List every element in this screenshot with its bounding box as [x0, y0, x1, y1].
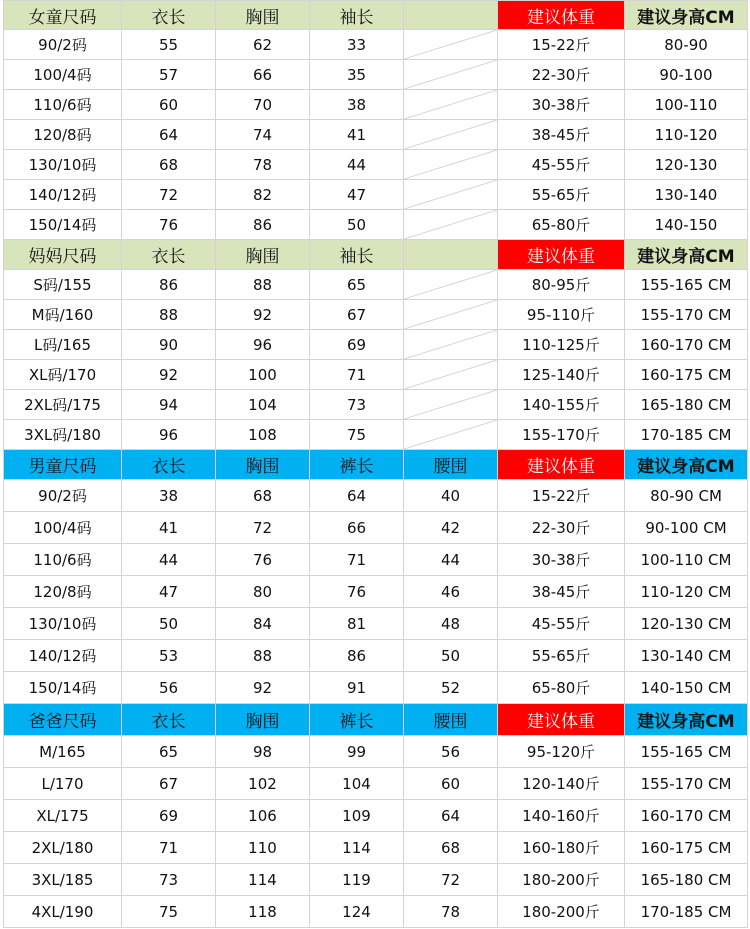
- table-row: [4, 800, 748, 832]
- table-row: [4, 30, 748, 60]
- weight-cell: 45-55斤: [498, 608, 625, 640]
- table-row: [4, 420, 748, 450]
- height-cell: 140-150 CM: [625, 672, 748, 704]
- header-row: [4, 240, 748, 270]
- col4-cell: 47: [310, 180, 404, 210]
- header-chest: 胸围: [216, 240, 310, 270]
- weight-cell: 95-110斤: [498, 300, 625, 330]
- col5-cell: 50: [404, 640, 498, 672]
- col4-cell: 114: [310, 832, 404, 864]
- size-cell: 110/6码: [4, 90, 122, 120]
- col5-cell: 44: [404, 544, 498, 576]
- weight-cell: 125-140斤: [498, 360, 625, 390]
- size-cell: 150/14码: [4, 672, 122, 704]
- height-cell: 120-130 CM: [625, 608, 748, 640]
- diagonal-slash: [404, 300, 497, 329]
- size-cell: 130/10码: [4, 150, 122, 180]
- length-cell: 64: [122, 120, 216, 150]
- col4-cell: 38: [310, 90, 404, 120]
- col5-cell: [404, 60, 498, 90]
- weight-cell: 140-160斤: [498, 800, 625, 832]
- size-cell: XL/175: [4, 800, 122, 832]
- table-row: [4, 210, 748, 240]
- section-mom: [4, 240, 748, 270]
- header-height: 建议身高CM: [625, 1, 748, 30]
- size-table: [3, 0, 748, 928]
- col5-cell: [404, 390, 498, 420]
- height-cell: 120-130: [625, 150, 748, 180]
- diagonal-slash: [404, 30, 497, 59]
- height-cell: 170-185 CM: [625, 896, 748, 928]
- size-cell: 150/14码: [4, 210, 122, 240]
- weight-cell: 155-170斤: [498, 420, 625, 450]
- header-row: [4, 450, 748, 480]
- col5-cell: 52: [404, 672, 498, 704]
- chest-cell: 84: [216, 608, 310, 640]
- size-cell: 2XL码/175: [4, 390, 122, 420]
- length-cell: 92: [122, 360, 216, 390]
- col5-cell: [404, 330, 498, 360]
- col4-cell: 41: [310, 120, 404, 150]
- diagonal-slash: [404, 210, 497, 239]
- chest-cell: 66: [216, 60, 310, 90]
- col5-cell: 68: [404, 832, 498, 864]
- chest-cell: 110: [216, 832, 310, 864]
- height-cell: 155-170 CM: [625, 300, 748, 330]
- height-cell: 160-175 CM: [625, 360, 748, 390]
- size-cell: 140/12码: [4, 640, 122, 672]
- length-cell: 96: [122, 420, 216, 450]
- weight-cell: 110-125斤: [498, 330, 625, 360]
- chest-cell: 62: [216, 30, 310, 60]
- height-cell: 155-170 CM: [625, 768, 748, 800]
- diagonal-slash: [404, 330, 497, 359]
- header-sleeve: 袖长: [310, 1, 404, 30]
- header-empty: [404, 240, 498, 270]
- col5-cell: [404, 210, 498, 240]
- col5-cell: [404, 420, 498, 450]
- table-row: [4, 60, 748, 90]
- table-row: [4, 90, 748, 120]
- size-cell: 3XL码/180: [4, 420, 122, 450]
- length-cell: 53: [122, 640, 216, 672]
- header-waist: 腰围: [404, 450, 498, 480]
- col4-cell: 33: [310, 30, 404, 60]
- col4-cell: 104: [310, 768, 404, 800]
- height-cell: 110-120 CM: [625, 576, 748, 608]
- height-cell: 160-175 CM: [625, 832, 748, 864]
- weight-cell: 38-45斤: [498, 576, 625, 608]
- length-cell: 68: [122, 150, 216, 180]
- header-weight: 建议体重: [498, 450, 625, 480]
- height-cell: 90-100 CM: [625, 512, 748, 544]
- diagonal-slash: [404, 180, 497, 209]
- length-cell: 73: [122, 864, 216, 896]
- header-row: [4, 704, 748, 736]
- table-row: [4, 330, 748, 360]
- col4-cell: 76: [310, 576, 404, 608]
- section-dad-rows: [4, 736, 748, 928]
- col5-cell: 40: [404, 480, 498, 512]
- weight-cell: 55-65斤: [498, 640, 625, 672]
- col5-cell: [404, 270, 498, 300]
- col4-cell: 81: [310, 608, 404, 640]
- table-row: [4, 544, 748, 576]
- height-cell: 100-110: [625, 90, 748, 120]
- col5-cell: 60: [404, 768, 498, 800]
- header-pants: 裤长: [310, 450, 404, 480]
- table-row: [4, 608, 748, 640]
- chest-cell: 70: [216, 90, 310, 120]
- section-girls: [4, 1, 748, 30]
- chest-cell: 92: [216, 672, 310, 704]
- length-cell: 38: [122, 480, 216, 512]
- length-cell: 86: [122, 270, 216, 300]
- height-cell: 155-165 CM: [625, 736, 748, 768]
- col4-cell: 71: [310, 544, 404, 576]
- length-cell: 75: [122, 896, 216, 928]
- col4-cell: 75: [310, 420, 404, 450]
- height-cell: 100-110 CM: [625, 544, 748, 576]
- table-row: [4, 864, 748, 896]
- weight-cell: 140-155斤: [498, 390, 625, 420]
- table-row: [4, 512, 748, 544]
- size-cell: 110/6码: [4, 544, 122, 576]
- size-cell: 100/4码: [4, 60, 122, 90]
- size-cell: 120/8码: [4, 120, 122, 150]
- chest-cell: 100: [216, 360, 310, 390]
- header-height: 建议身高CM: [625, 240, 748, 270]
- size-cell: 90/2码: [4, 30, 122, 60]
- header-length: 衣长: [122, 704, 216, 736]
- col5-cell: 48: [404, 608, 498, 640]
- table-row: [4, 120, 748, 150]
- diagonal-slash: [404, 360, 497, 389]
- col4-cell: 44: [310, 150, 404, 180]
- section-boys-rows: [4, 480, 748, 704]
- col5-cell: [404, 30, 498, 60]
- weight-cell: 22-30斤: [498, 60, 625, 90]
- length-cell: 76: [122, 210, 216, 240]
- weight-cell: 80-95斤: [498, 270, 625, 300]
- table-row: [4, 300, 748, 330]
- col4-cell: 73: [310, 390, 404, 420]
- size-cell: 3XL/185: [4, 864, 122, 896]
- chest-cell: 118: [216, 896, 310, 928]
- height-cell: 140-150: [625, 210, 748, 240]
- header-weight: 建议体重: [498, 704, 625, 736]
- size-cell: 90/2码: [4, 480, 122, 512]
- chest-cell: 96: [216, 330, 310, 360]
- size-cell: M/165: [4, 736, 122, 768]
- col5-cell: 56: [404, 736, 498, 768]
- header-pants: 裤长: [310, 704, 404, 736]
- size-cell: XL码/170: [4, 360, 122, 390]
- header-length: 衣长: [122, 450, 216, 480]
- table-row: [4, 768, 748, 800]
- weight-cell: 45-55斤: [498, 150, 625, 180]
- length-cell: 65: [122, 736, 216, 768]
- col5-cell: 42: [404, 512, 498, 544]
- length-cell: 72: [122, 180, 216, 210]
- chest-cell: 88: [216, 640, 310, 672]
- height-cell: 170-185 CM: [625, 420, 748, 450]
- chest-cell: 106: [216, 800, 310, 832]
- header-size: 妈妈尺码: [4, 240, 122, 270]
- size-cell: 100/4码: [4, 512, 122, 544]
- height-cell: 80-90 CM: [625, 480, 748, 512]
- diagonal-slash: [404, 60, 497, 89]
- length-cell: 56: [122, 672, 216, 704]
- header-row: [4, 1, 748, 30]
- col5-cell: [404, 300, 498, 330]
- diagonal-slash: [404, 390, 497, 419]
- section-dad: [4, 704, 748, 736]
- header-size: 男童尺码: [4, 450, 122, 480]
- diagonal-slash: [404, 120, 497, 149]
- weight-cell: 120-140斤: [498, 768, 625, 800]
- header-height: 建议身高CM: [625, 450, 748, 480]
- header-length: 衣长: [122, 1, 216, 30]
- table-row: [4, 270, 748, 300]
- col5-cell: [404, 120, 498, 150]
- height-cell: 155-165 CM: [625, 270, 748, 300]
- length-cell: 71: [122, 832, 216, 864]
- header-empty: [404, 1, 498, 30]
- col5-cell: 78: [404, 896, 498, 928]
- weight-cell: 30-38斤: [498, 544, 625, 576]
- section-boys: [4, 450, 748, 480]
- col4-cell: 35: [310, 60, 404, 90]
- header-sleeve: 袖长: [310, 240, 404, 270]
- chest-cell: 114: [216, 864, 310, 896]
- height-cell: 165-180 CM: [625, 390, 748, 420]
- header-chest: 胸围: [216, 1, 310, 30]
- weight-cell: 15-22斤: [498, 480, 625, 512]
- weight-cell: 180-200斤: [498, 896, 625, 928]
- length-cell: 60: [122, 90, 216, 120]
- chest-cell: 88: [216, 270, 310, 300]
- col4-cell: 124: [310, 896, 404, 928]
- table-row: [4, 640, 748, 672]
- chest-cell: 74: [216, 120, 310, 150]
- col5-cell: 46: [404, 576, 498, 608]
- col5-cell: [404, 90, 498, 120]
- col4-cell: 99: [310, 736, 404, 768]
- length-cell: 41: [122, 512, 216, 544]
- weight-cell: 160-180斤: [498, 832, 625, 864]
- height-cell: 110-120: [625, 120, 748, 150]
- chest-cell: 68: [216, 480, 310, 512]
- chest-cell: 104: [216, 390, 310, 420]
- chest-cell: 82: [216, 180, 310, 210]
- length-cell: 69: [122, 800, 216, 832]
- length-cell: 90: [122, 330, 216, 360]
- col5-cell: [404, 180, 498, 210]
- header-size: 女童尺码: [4, 1, 122, 30]
- col4-cell: 69: [310, 330, 404, 360]
- length-cell: 50: [122, 608, 216, 640]
- table-row: [4, 832, 748, 864]
- size-cell: 140/12码: [4, 180, 122, 210]
- chest-cell: 72: [216, 512, 310, 544]
- weight-cell: 38-45斤: [498, 120, 625, 150]
- table-row: [4, 896, 748, 928]
- diagonal-slash: [404, 420, 497, 449]
- col5-cell: 64: [404, 800, 498, 832]
- header-size: 爸爸尺码: [4, 704, 122, 736]
- col4-cell: 119: [310, 864, 404, 896]
- header-length: 衣长: [122, 240, 216, 270]
- weight-cell: 65-80斤: [498, 672, 625, 704]
- size-cell: M码/160: [4, 300, 122, 330]
- height-cell: 160-170 CM: [625, 330, 748, 360]
- table-row: [4, 360, 748, 390]
- length-cell: 67: [122, 768, 216, 800]
- header-weight: 建议体重: [498, 240, 625, 270]
- size-cell: 120/8码: [4, 576, 122, 608]
- height-cell: 130-140 CM: [625, 640, 748, 672]
- length-cell: 94: [122, 390, 216, 420]
- header-chest: 胸围: [216, 704, 310, 736]
- table-row: [4, 390, 748, 420]
- weight-cell: 65-80斤: [498, 210, 625, 240]
- chest-cell: 80: [216, 576, 310, 608]
- weight-cell: 30-38斤: [498, 90, 625, 120]
- table-row: [4, 150, 748, 180]
- col5-cell: [404, 150, 498, 180]
- col5-cell: 72: [404, 864, 498, 896]
- chest-cell: 108: [216, 420, 310, 450]
- chest-cell: 102: [216, 768, 310, 800]
- section-girls-rows: [4, 30, 748, 240]
- table-row: [4, 180, 748, 210]
- chest-cell: 78: [216, 150, 310, 180]
- height-cell: 165-180 CM: [625, 864, 748, 896]
- col4-cell: 64: [310, 480, 404, 512]
- size-cell: 130/10码: [4, 608, 122, 640]
- size-cell: 2XL/180: [4, 832, 122, 864]
- chest-cell: 86: [216, 210, 310, 240]
- diagonal-slash: [404, 270, 497, 299]
- size-cell: L/170: [4, 768, 122, 800]
- col4-cell: 67: [310, 300, 404, 330]
- diagonal-slash: [404, 90, 497, 119]
- chest-cell: 76: [216, 544, 310, 576]
- col4-cell: 50: [310, 210, 404, 240]
- height-cell: 130-140: [625, 180, 748, 210]
- chest-cell: 98: [216, 736, 310, 768]
- col4-cell: 109: [310, 800, 404, 832]
- section-mom-rows: [4, 270, 748, 450]
- length-cell: 57: [122, 60, 216, 90]
- diagonal-slash: [404, 150, 497, 179]
- length-cell: 47: [122, 576, 216, 608]
- table-row: [4, 672, 748, 704]
- weight-cell: 180-200斤: [498, 864, 625, 896]
- header-height: 建议身高CM: [625, 704, 748, 736]
- col4-cell: 65: [310, 270, 404, 300]
- length-cell: 55: [122, 30, 216, 60]
- table-row: [4, 480, 748, 512]
- height-cell: 160-170 CM: [625, 800, 748, 832]
- height-cell: 90-100: [625, 60, 748, 90]
- chest-cell: 92: [216, 300, 310, 330]
- header-weight: 建议体重: [498, 1, 625, 30]
- col4-cell: 71: [310, 360, 404, 390]
- weight-cell: 15-22斤: [498, 30, 625, 60]
- col4-cell: 91: [310, 672, 404, 704]
- header-waist: 腰围: [404, 704, 498, 736]
- col4-cell: 66: [310, 512, 404, 544]
- weight-cell: 95-120斤: [498, 736, 625, 768]
- weight-cell: 22-30斤: [498, 512, 625, 544]
- size-cell: 4XL/190: [4, 896, 122, 928]
- size-cell: S码/155: [4, 270, 122, 300]
- size-cell: L码/165: [4, 330, 122, 360]
- header-chest: 胸围: [216, 450, 310, 480]
- height-cell: 80-90: [625, 30, 748, 60]
- weight-cell: 55-65斤: [498, 180, 625, 210]
- col4-cell: 86: [310, 640, 404, 672]
- length-cell: 88: [122, 300, 216, 330]
- table-row: [4, 736, 748, 768]
- table-row: [4, 576, 748, 608]
- col5-cell: [404, 360, 498, 390]
- length-cell: 44: [122, 544, 216, 576]
